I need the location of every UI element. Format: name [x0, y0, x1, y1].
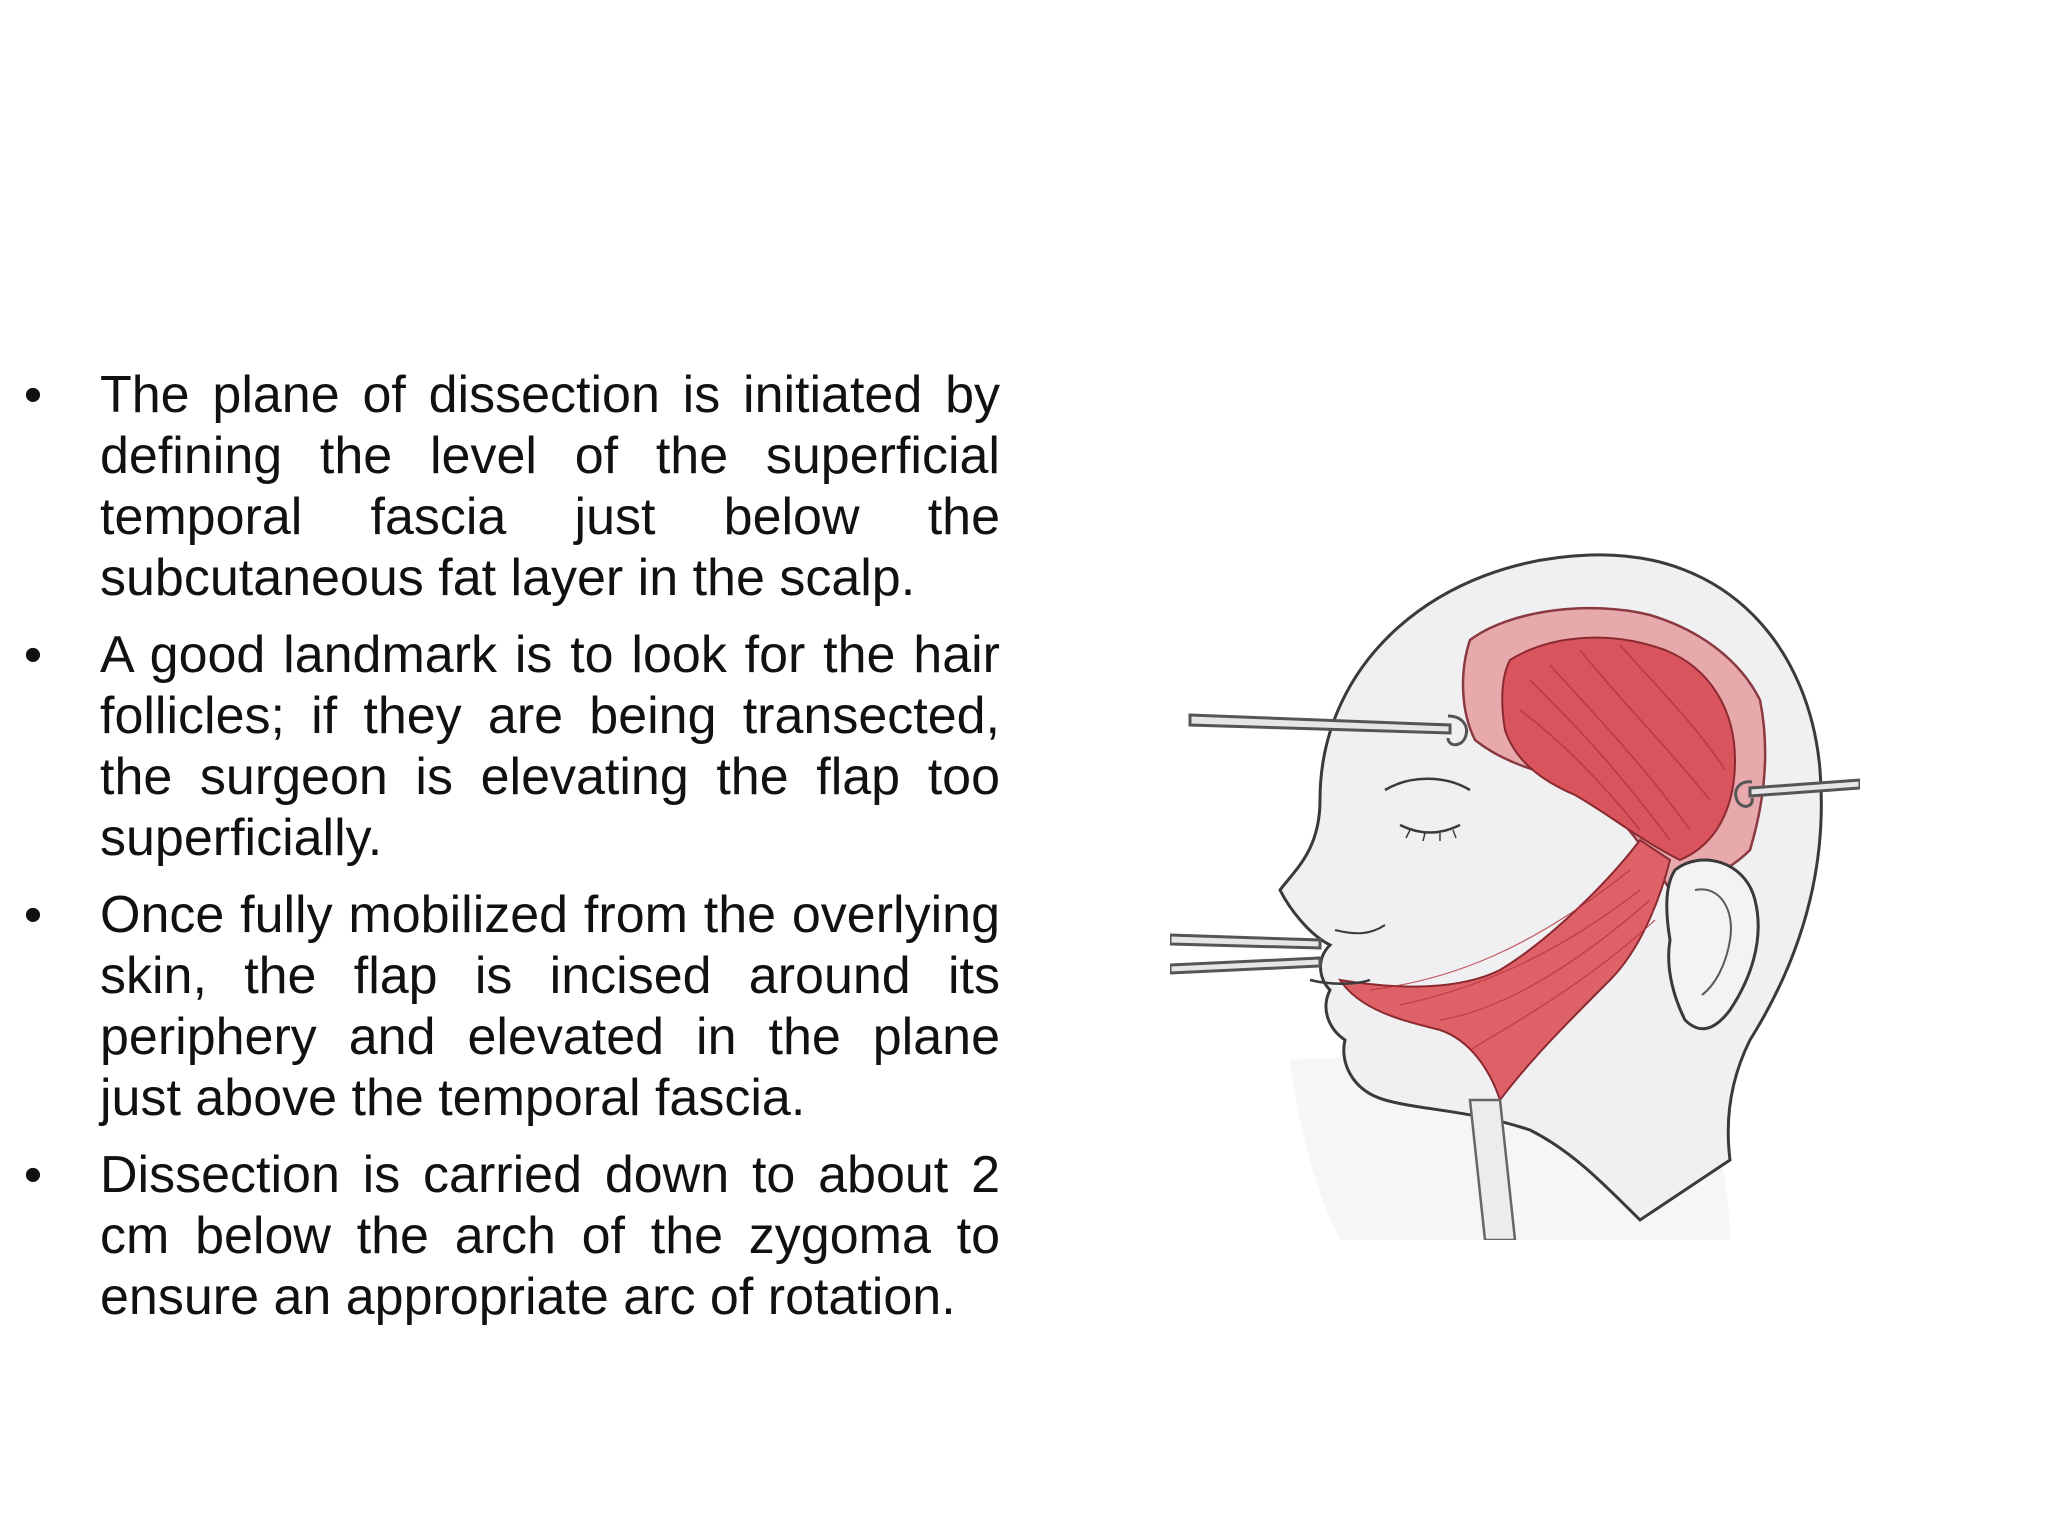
bullet-text: The plane of dissection is initiated by defining the level of the superficial temporal fascia just below the subcutaneous fat layer in the scalp.	[100, 366, 1000, 607]
bullet-marker: •	[23, 1146, 43, 1204]
bullet-marker: •	[23, 366, 43, 424]
bullet-text: Once fully mobilized from the overlying skin, the flap is incised around its periphery and elevated in the plane just above the temporal fascia.	[100, 886, 1000, 1127]
bullet-marker: •	[23, 626, 43, 684]
bullet-item	[0, 625, 1000, 869]
bullet-item	[0, 1145, 1000, 1328]
head-dissection-drawing	[1170, 540, 1860, 1240]
bullet-text: Dissection is carried down to about 2 cm below the arch of the zygoma to ensure an appropriate arc of rotation.	[100, 1146, 1000, 1326]
forceps	[1170, 935, 1320, 973]
bullet-item	[0, 885, 1000, 1129]
bullet-list	[0, 365, 1000, 1344]
bullet-marker: •	[23, 886, 43, 944]
bullet-text: A good landmark is to look for the hair follicles; if they are being transected, the surgeon is elevating the flap too superficially.	[100, 626, 1000, 867]
temporoparietal-flap-illustration	[1170, 540, 1860, 1240]
bullet-item	[0, 365, 1000, 609]
